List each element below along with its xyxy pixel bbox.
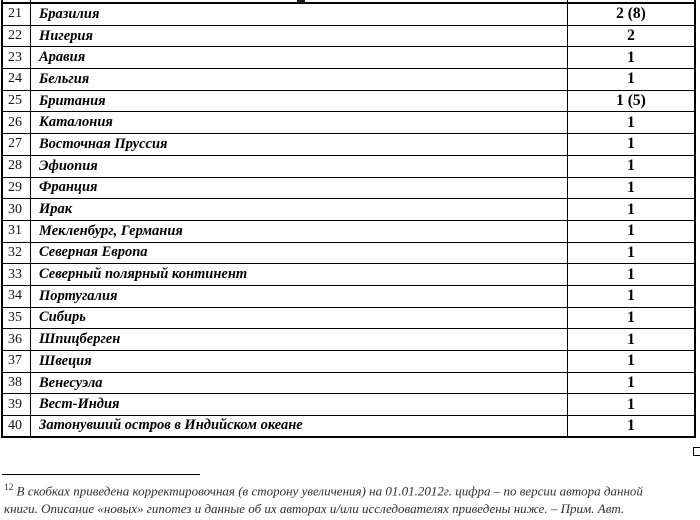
row-number-cell: 25 (3, 91, 31, 112)
row-number-cell: 38 (3, 373, 31, 394)
row-number-cell: 35 (3, 308, 31, 329)
count-cell: 1 (627, 178, 635, 196)
location-name-cell: Вест-Индия (31, 394, 568, 415)
row-number-cell: 28 (3, 156, 31, 177)
table-row (3, 91, 694, 113)
footnote-marker: 12 (4, 483, 14, 493)
row-number-cell: 37 (3, 351, 31, 372)
row-number-cell: 31 (3, 221, 31, 242)
count-cell: 1 (627, 48, 635, 66)
count-cell: 1 (627, 287, 635, 305)
table-row (3, 373, 694, 395)
table-row (3, 416, 694, 438)
location-name-cell: Аравия (31, 47, 568, 68)
location-name-cell: Франция (31, 178, 568, 199)
row-number-cell: 22 (3, 26, 31, 47)
location-name-cell: Бразилия (31, 4, 568, 25)
location-name-cell: Британия (31, 91, 568, 112)
footnote-line-2: книги. Описание «новых» гипотез и данные об их авторах и/или исследователях приведены ниже. – Прим. Авт. (4, 501, 625, 517)
count-cell: 1 (627, 157, 635, 175)
row-number-cell: 36 (3, 329, 31, 350)
row-number-cell: 27 (3, 134, 31, 155)
row-number-cell: 29 (3, 178, 31, 199)
table-row (3, 243, 694, 265)
row-number-cell: 34 (3, 286, 31, 307)
table-row (3, 47, 694, 69)
table-row (3, 286, 694, 308)
count-cell: 1 (627, 113, 635, 131)
count-cell: 1 (5) (616, 92, 646, 110)
row-number-cell: 32 (3, 243, 31, 264)
clipped-text-fragment (297, 0, 305, 3)
table-row (3, 26, 694, 48)
count-cell: 1 (627, 243, 635, 261)
row-number-cell (3, 0, 31, 2)
table-row (3, 221, 694, 243)
footnote-line-1: В скобках приведена корректировочная (в сторону увеличения) на 01.01.2012г. цифра – по версии автора данной (16, 483, 643, 499)
table-row (3, 134, 694, 156)
row-number-cell: 40 (3, 416, 31, 436)
location-name-cell: Эфиопия (31, 156, 568, 177)
row-number-cell: 23 (3, 47, 31, 68)
table-row (3, 156, 694, 178)
table-row (3, 178, 694, 200)
row-number-cell: 39 (3, 394, 31, 415)
count-cell: 2 (8) (616, 5, 646, 23)
location-name-cell: Нигерия (31, 26, 568, 47)
count-cell: 1 (627, 135, 635, 153)
count-cell: 1 (627, 200, 635, 218)
count-cell: 1 (627, 308, 635, 326)
count-cell: 2 (627, 27, 635, 45)
location-name-cell: Затонувший остров в Индийском океане (31, 416, 568, 436)
count-cell (568, 0, 694, 2)
table-row (3, 199, 694, 221)
location-name-cell: Сибирь (31, 308, 568, 329)
count-cell: 1 (627, 265, 635, 283)
count-cell: 1 (627, 70, 635, 88)
table-row (3, 4, 694, 26)
footnote-separator (2, 474, 200, 475)
table-row (3, 264, 694, 286)
location-name-cell: Мекленбург, Германия (31, 221, 568, 242)
location-name-cell: Португалия (31, 286, 568, 307)
count-cell: 1 (627, 416, 635, 434)
row-number-cell: 26 (3, 112, 31, 133)
table-row (3, 329, 694, 351)
location-name-cell: Швеция (31, 351, 568, 372)
table-rows (3, 4, 694, 438)
count-cell: 1 (627, 374, 635, 392)
location-name-cell: Северный полярный континент (31, 264, 568, 285)
row-number-cell: 30 (3, 199, 31, 220)
location-name-cell: Бельгия (31, 69, 568, 90)
table-row (3, 394, 694, 416)
table-row (3, 112, 694, 134)
count-cell: 1 (627, 352, 635, 370)
table-row (3, 351, 694, 373)
table-row (3, 308, 694, 330)
locations-table (1, 0, 696, 438)
location-name-cell: Северная Европа (31, 243, 568, 264)
table-resize-handle[interactable] (693, 447, 700, 456)
location-name-cell: Шпицберген (31, 329, 568, 350)
footnote (4, 479, 684, 518)
row-number-cell: 33 (3, 264, 31, 285)
location-name-cell: Восточная Пруссия (31, 134, 568, 155)
location-name-cell: Каталония (31, 112, 568, 133)
row-number-cell: 21 (3, 4, 31, 25)
table-row (3, 69, 694, 91)
count-cell: 1 (627, 395, 635, 413)
row-number-cell: 24 (3, 69, 31, 90)
location-name-cell: Ирак (31, 199, 568, 220)
count-cell: 1 (627, 330, 635, 348)
location-name-cell: Венесуэла (31, 373, 568, 394)
count-cell: 1 (627, 222, 635, 240)
